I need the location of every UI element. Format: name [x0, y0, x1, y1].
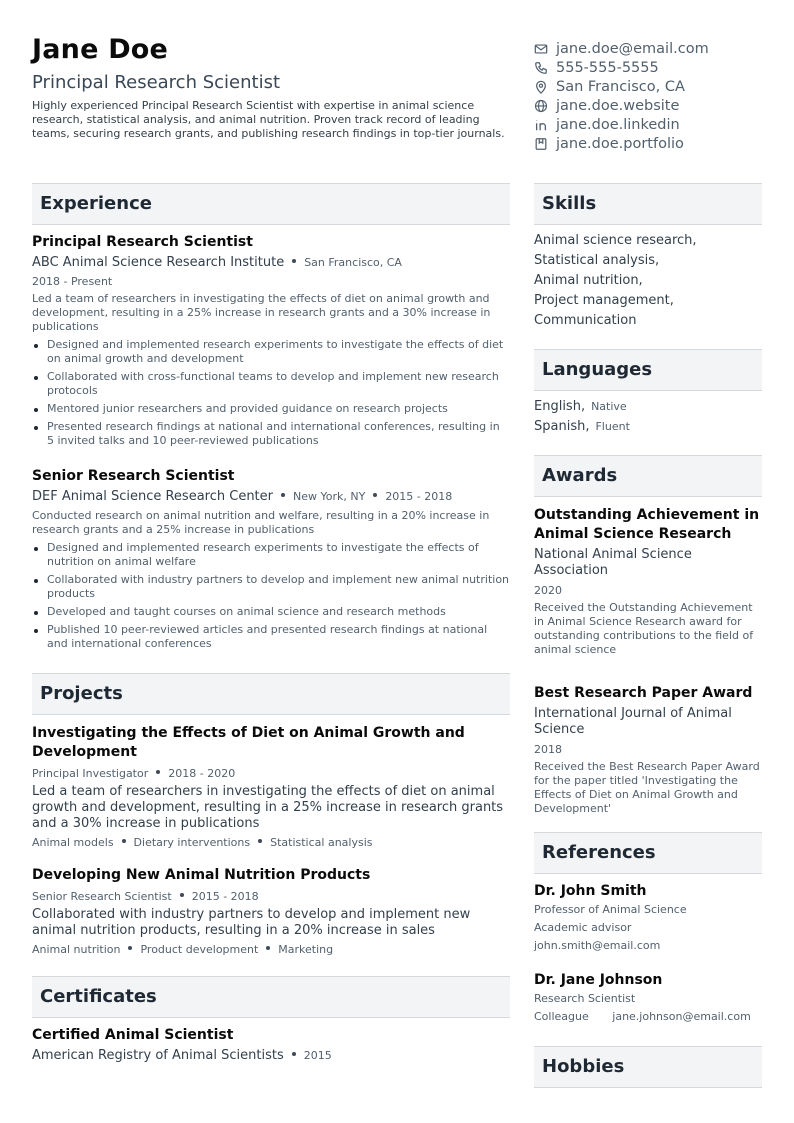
- contact-portfolio-text: jane.doe.portfolio: [556, 135, 684, 152]
- candidate-name: Jane Doe: [32, 34, 169, 65]
- experience-heading: Experience: [32, 183, 510, 225]
- contact-list: [534, 39, 764, 153]
- certificates-heading: Certificates: [32, 976, 510, 1018]
- separator-dot: [156, 770, 160, 774]
- job-bullet: Published 10 peer-reviewed articles and presented research findings at national and international conferences: [32, 623, 510, 651]
- phone-icon: [534, 61, 548, 75]
- contact-email-text: jane.doe@email.com: [556, 40, 709, 57]
- project-description: Led a team of researchers in investigating the effects of diet on animal growth and development, resulting in a 25% increase in research grants and a 30% increase in publications: [32, 784, 504, 831]
- reference-position: Research Scientist: [534, 992, 636, 1005]
- project-description: Collaborated with industry partners to develop and implement new animal nutrition products, resulting in a 20% increase in sales: [32, 907, 471, 938]
- reference-email[interactable]: jane.johnson@email.com: [612, 1010, 751, 1023]
- job-title: Senior Research Scientist: [32, 468, 235, 484]
- job-company: ABC Animal Science Research Institute: [32, 255, 285, 270]
- contact-location: [534, 77, 764, 96]
- separator-dot: [266, 946, 270, 950]
- award-title: Best Research Paper Award: [534, 685, 753, 701]
- reference-contact-line: [534, 1008, 762, 1026]
- globe-icon: [534, 99, 548, 113]
- separator-dot: [258, 839, 262, 843]
- language-name: Spanish,: [534, 419, 590, 434]
- portfolio-icon: [534, 137, 548, 151]
- project-meta: [32, 767, 510, 780]
- reference-item: [534, 972, 762, 1026]
- job-description: Led a team of researchers in investigating the effects of diet on animal growth and development, resulting in a 25% increase in research grants and a 30% increase in publications: [32, 292, 491, 333]
- language-item: [534, 397, 762, 417]
- job-title: Principal Research Scientist: [32, 234, 253, 250]
- job-dates: 2018 - Present: [32, 275, 113, 288]
- project-role: Senior Research Scientist: [32, 890, 172, 903]
- award-org: International Journal of Animal Science: [534, 706, 732, 737]
- award-item: [534, 506, 762, 657]
- separator-dot: [128, 946, 132, 950]
- job-description: Conducted research on animal nutrition and welfare, resulting in a 20% increase in research grants and a 25% increase in publications: [32, 509, 490, 536]
- location-pin-icon: [534, 80, 548, 94]
- project-tag: Product development: [140, 943, 259, 956]
- separator-dot: [122, 839, 126, 843]
- certificate-item: [32, 1027, 510, 1063]
- project-title: Investigating the Effects of Diet on Animal Growth and Development: [32, 725, 465, 760]
- job-bullet: Presented research findings at national and international conferences, resulting in 5 invited talks and 10 peer-reviewed publications: [32, 420, 510, 448]
- project-meta: [32, 890, 510, 903]
- job-bullet: Designed and implemented research experiments to investigate the effects of nutrition on animal welfare: [32, 541, 510, 569]
- separator-dot: [373, 493, 377, 497]
- certificate-year: 2015: [303, 1049, 332, 1062]
- award-description: Received the Outstanding Achievement in Animal Science Research award for outstanding contributions to the field of animal science: [534, 601, 754, 656]
- award-item: [534, 684, 762, 816]
- job-bullet: Mentored junior researchers and provided guidance on research projects: [32, 402, 510, 416]
- project-tag: Dietary interventions: [133, 836, 251, 849]
- award-description: Received the Best Research Paper Award for the paper titled 'Investigating the Effects of Diet on Animal Growth and Development': [534, 760, 760, 815]
- job-bullets: [32, 338, 510, 448]
- skills-heading: Skills: [534, 183, 762, 225]
- job-location: New York, NY: [293, 490, 366, 503]
- reference-relation: Academic advisor: [534, 921, 632, 934]
- award-org: National Animal Science Association: [534, 547, 692, 578]
- job-company: DEF Animal Science Research Center: [32, 489, 273, 504]
- reference-relation: Colleague: [534, 1010, 589, 1023]
- awards-heading: Awards: [534, 455, 762, 497]
- project-tags: [32, 943, 510, 956]
- reference-name: Dr. Jane Johnson: [534, 972, 663, 988]
- references-heading: References: [534, 832, 762, 874]
- contact-email[interactable]: [534, 39, 764, 58]
- summary: Highly experienced Principal Research Scientist with expertise in animal science research, statistical analysis, and animal nutrition. Proven track record of leading teams, securing research grants, and publishing research findings in top-tier journals.: [32, 99, 505, 140]
- reference-name: Dr. John Smith: [534, 883, 647, 899]
- job-org-line: [32, 255, 510, 270]
- contact-website-text: jane.doe.website: [556, 97, 680, 114]
- reference-position: Professor of Animal Science: [534, 903, 687, 916]
- mail-icon: [534, 42, 548, 56]
- project-dates: 2018 - 2020: [168, 767, 236, 780]
- experience-item: [32, 468, 510, 655]
- language-level: Native: [591, 400, 627, 413]
- project-dates: 2015 - 2018: [191, 890, 259, 903]
- job-bullet: Collaborated with cross-functional teams to develop and implement new research protocols: [32, 370, 510, 398]
- job-dates: 2015 - 2018: [385, 490, 453, 503]
- award-year: 2018: [534, 743, 562, 756]
- project-tag: Statistical analysis: [270, 836, 373, 849]
- job-bullet: Designed and implemented research experiments to investigate the effects of diet on animal growth and development: [32, 338, 510, 366]
- candidate-title: Principal Research Scientist: [32, 72, 281, 93]
- project-tags: [32, 836, 510, 849]
- project-item: [32, 866, 510, 956]
- contact-phone[interactable]: [534, 58, 764, 77]
- skill-item: Communication: [534, 313, 637, 328]
- award-title: Outstanding Achievement in Animal Science Research: [534, 507, 760, 542]
- contact-linkedin[interactable]: [534, 115, 764, 134]
- contact-phone-text: 555-555-5555: [556, 59, 659, 76]
- contact-linkedin-text: jane.doe.linkedin: [556, 116, 680, 133]
- separator-dot: [292, 1052, 296, 1056]
- language-level: Fluent: [595, 420, 630, 433]
- separator-dot: [281, 493, 285, 497]
- skill-item: Statistical analysis,: [534, 253, 660, 268]
- job-bullet: Developed and taught courses on animal science and research methods: [32, 605, 510, 619]
- linkedin-icon: [534, 118, 548, 132]
- contact-website[interactable]: [534, 96, 764, 115]
- projects-heading: Projects: [32, 673, 510, 715]
- language-item: [534, 417, 762, 437]
- reference-email[interactable]: john.smith@email.com: [534, 939, 661, 952]
- languages-heading: Languages: [534, 349, 762, 391]
- experience-item: [32, 234, 510, 452]
- certificate-issuer: American Registry of Animal Scientists: [32, 1048, 284, 1063]
- skill-item: Animal science research,: [534, 233, 697, 248]
- contact-location-text: San Francisco, CA: [556, 78, 685, 95]
- project-tag: Animal nutrition: [32, 943, 121, 956]
- project-title: Developing New Animal Nutrition Products: [32, 867, 371, 883]
- separator-dot: [292, 259, 296, 263]
- job-bullet: Collaborated with industry partners to develop and implement new animal nutrition products: [32, 573, 510, 601]
- award-year: 2020: [534, 584, 562, 597]
- hobbies-heading: Hobbies: [534, 1046, 762, 1088]
- project-tag: Marketing: [278, 943, 334, 956]
- job-org-line: [32, 489, 510, 504]
- certificate-meta: [32, 1048, 510, 1063]
- skills-list: [534, 231, 762, 331]
- languages-list: [534, 397, 762, 437]
- job-bullets: [32, 541, 510, 651]
- skill-item: Project management,: [534, 293, 674, 308]
- reference-item: [534, 883, 762, 955]
- contact-portfolio[interactable]: [534, 134, 764, 153]
- project-item: [32, 724, 510, 849]
- language-name: English,: [534, 399, 586, 414]
- project-tag: Animal models: [32, 836, 114, 849]
- project-role: Principal Investigator: [32, 767, 149, 780]
- separator-dot: [180, 893, 184, 897]
- skill-item: Animal nutrition,: [534, 273, 643, 288]
- job-location: San Francisco, CA: [304, 256, 402, 269]
- certificate-title: Certified Animal Scientist: [32, 1027, 234, 1043]
